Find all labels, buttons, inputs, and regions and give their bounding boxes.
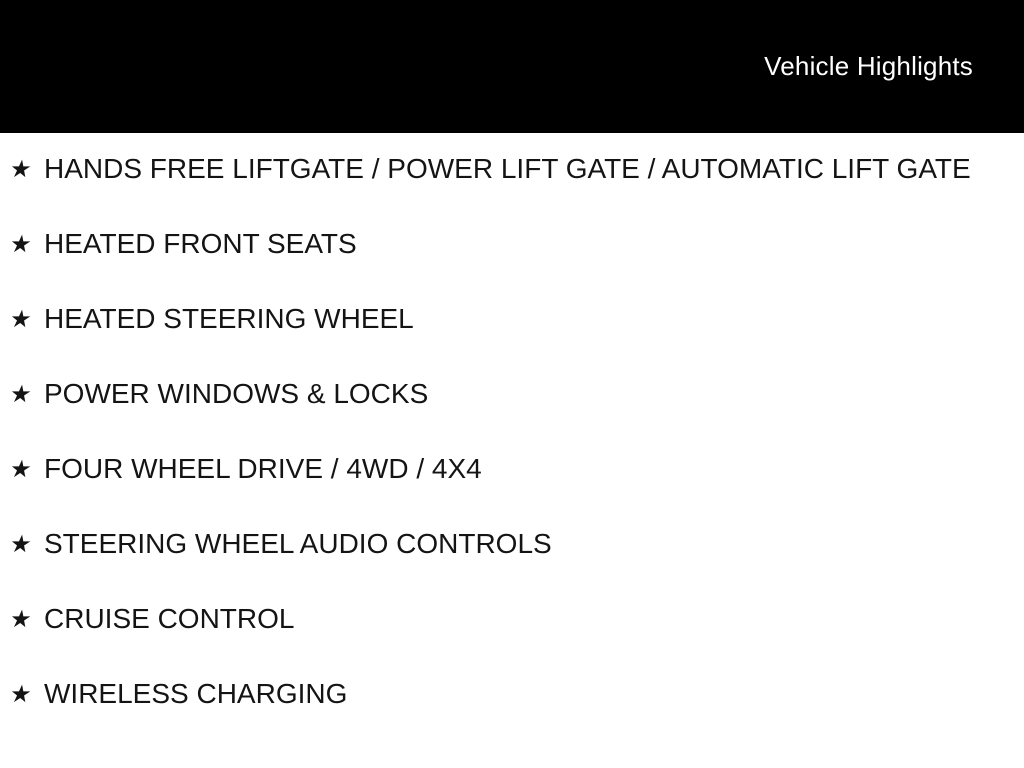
list-item-text: WIRELESS CHARGING [44,678,348,709]
star-bullet-icon: ★ [8,530,34,558]
star-bullet-icon: ★ [8,380,34,408]
star-bullet-icon: ★ [8,455,34,483]
list-item-text: HANDS FREE LIFTGATE / POWER LIFT GATE / AUTOMATIC LIFT GATE [44,153,971,184]
list-item [10,602,975,636]
star-bullet-icon: ★ [8,230,34,258]
list-item [10,527,975,561]
list-item-text: POWER WINDOWS & LOCKS [44,378,429,409]
star-bullet-icon: ★ [8,680,34,708]
page-title: Vehicle Highlights [764,51,973,81]
star-bullet-icon: ★ [8,305,34,333]
star-bullet-icon: ★ [8,605,34,633]
list-item [10,677,975,711]
list-item-text: HEATED STEERING WHEEL [44,303,414,334]
star-bullet-icon: ★ [8,155,34,183]
list-item [10,452,975,486]
list-item [10,377,975,411]
list-item [10,227,975,261]
header-bar [0,0,1024,133]
list-item [10,152,975,186]
list-item-text: HEATED FRONT SEATS [44,228,357,259]
list-item [10,302,975,336]
highlights-list [0,133,975,711]
list-item-text: FOUR WHEEL DRIVE / 4WD / 4X4 [44,453,482,484]
list-item-text: STEERING WHEEL AUDIO CONTROLS [44,528,552,559]
list-item-text: CRUISE CONTROL [44,603,295,634]
